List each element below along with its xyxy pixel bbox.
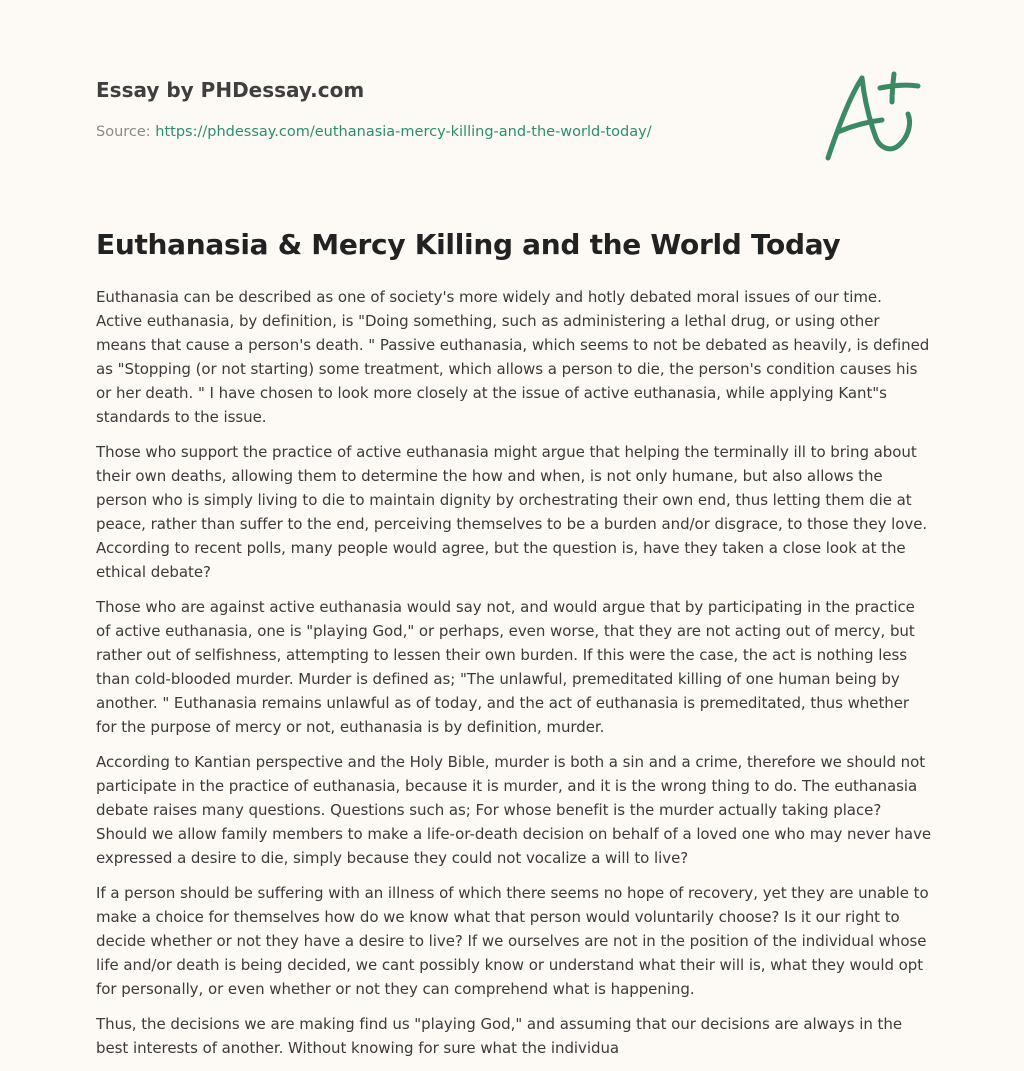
source-label: Source: (96, 124, 156, 140)
source-link[interactable]: https://phdessay.com/euthanasia-mercy-killing-and-the-world-today/ (155, 124, 652, 140)
article-paragraph: If a person should be suffering with an illness of which there seems no hope of recovery, yet they are unable to make a choice for themselves how do we know what that person would voluntarily choose? Is it our right to decide whether or not they have a desire to live? If we ourselves are not in the position of the individual whose life and/or death is being decided, we cant possibly know or understand what their will is, what they would opt for personally, or even whether or not they can comprehend what is happening. (96, 884, 929, 998)
site-brand: Essay by PHDessay.com (96, 78, 365, 102)
article-paragraph: According to Kantian perspective and the Holy Bible, murder is both a sin and a crime, therefore we should not participate in the practice of euthanasia, because it is murder, and it is the wrong thing to do. The euthanasia debate raises many questions. Questions such as; For whose benefit is the murder actually taking place? Should we allow family members to make a life-or-death decision on behalf of a loved one who may never have expressed a desire to die, simply because they could not vocalize a will to live? (96, 753, 932, 867)
article-paragraph: Euthanasia can be described as one of society's more widely and hotly debated moral issues of our time. Active euthanasia, by definition, is "Doing something, such as administering a lethal drug, or using other means that cause a person's death. " Passive euthanasia, which seems to not be debated as heavily, is defined as "Stopping (or not starting) some treatment, which allows a person to die, the person's condition causes his or her death. " I have chosen to look more closely at the issue of active euthanasia, while applying Kant"s standards to the issue. (96, 288, 930, 426)
a-plus-logo-icon (820, 66, 930, 166)
essay-header (96, 76, 796, 140)
article-title: Euthanasia & Mercy Killing and the World Today (96, 228, 841, 261)
article-paragraph: Those who are against active euthanasia would say not, and would argue that by participating in the practice of active euthanasia, one is "playing God," or perhaps, even worse, that they are not acting out of mercy, but rather out of selfishness, attempting to lessen their own burden. If this were the case, the act is nothing less than cold-blooded murder. Murder is defined as; "The unlawful, premeditated killing of one human being by another. " Euthanasia remains unlawful as of today, and the act of euthanasia is premeditated, thus whether for the purpose of mercy or not, euthanasia is by definition, murder. (96, 598, 915, 736)
article-paragraph: Those who support the practice of active euthanasia might argue that helping the terminally ill to bring about their own deaths, allowing them to determine the how and when, is not only humane, but also allows the person who is simply living to die to maintain dignity by orchestrating their own end, thus letting them die at peace, rather than suffer to the end, perceiving themselves to be a burden and/or disgrace, to those they love. According to recent polls, many people would agree, but the question is, have they taken a close look at the ethical debate? (96, 443, 928, 581)
source-line (96, 122, 652, 142)
article-body (96, 285, 932, 1071)
article-paragraph: Thus, the decisions we are making find us "playing God," and assuming that our decisions are always in the best interests of another. Without knowing for sure what the individua (96, 1015, 903, 1057)
